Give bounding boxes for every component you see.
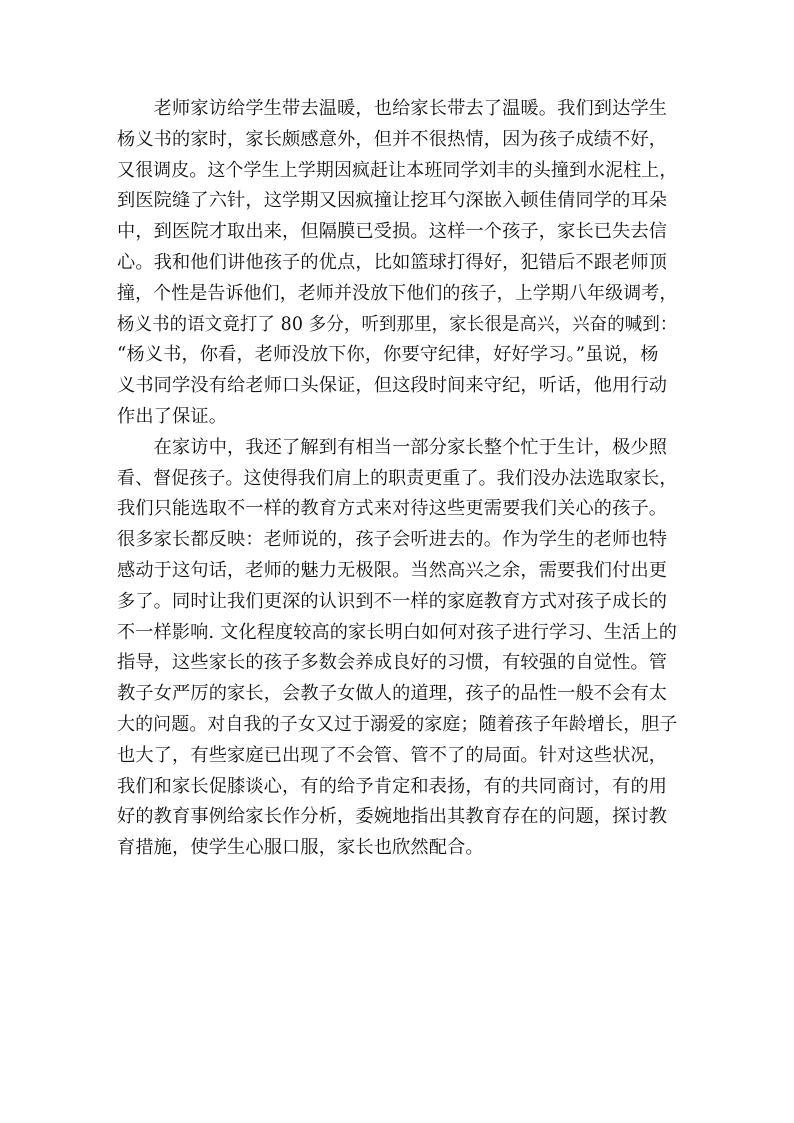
text-line: 育措施，使学生心服口服，家长也欣然配合。 — [117, 837, 484, 859]
text-line: 心。我和他们讲他孩子的优点，比如篮球打得好，犯错后不跟老师顶 — [117, 251, 668, 273]
text-line: 杨义书的家时，家长颇感意外，但并不很热情，因为孩子成绩不好， — [117, 128, 668, 150]
text-line: 很多家长都反映：老师说的，孩子会听进去的。作为学生的老师也特 — [117, 529, 668, 551]
text-line: 我们只能选取不一样的教育方式来对待这些更需要我们关心的孩子。 — [117, 498, 668, 520]
text-line: 多了。同时让我们更深的认识到不一样的家庭教育方式对孩子成长的 — [117, 590, 668, 612]
text-line: 中，到医院才取出来，但隔膜已受损。这样一个孩子，家长已失去信 — [117, 221, 668, 243]
text-line: 看、督促孩子。这使得我们肩上的职责更重了。我们没办法选取家长， — [117, 467, 678, 489]
text-line: 也大了，有些家庭已出现了不会管、管不了的局面。针对这些状况， — [117, 744, 668, 766]
text-line: 作出了保证。 — [117, 405, 228, 427]
text-line: 老师家访给学生带去温暖，也给家长带去了温暖。我们到达学生 — [117, 98, 668, 119]
text-line: 大的问题。对自我的子女又过于溺爱的家庭；随着孩子年龄增长，胆子 — [117, 713, 678, 735]
text-line: 到医院缝了六针，这学期又因疯撞让挖耳勺深嵌入顿佳倩同学的耳朵 — [117, 190, 668, 212]
text-line: 感动于这句话，老师的魅力无极限。当然高兴之余，需要我们付出更 — [117, 559, 668, 581]
text-line: 教子女严厉的家长，会教子女做人的道理，孩子的品性一般不会有太 — [117, 683, 668, 705]
text-line: 指导，这些家长的孩子多数会养成良好的习惯，有较强的自觉性。管 — [117, 652, 668, 674]
text-line: 又很调皮。这个学生上学期因疯赶让本班同学刘丰的头撞到水泥柱上， — [117, 159, 678, 181]
body-text — [117, 94, 677, 864]
text-line: 不一样影响. 文化程度较高的家长明白如何对孩子进行学习、生活上的 — [117, 621, 677, 643]
text-line: 义书同学没有给老师口头保证，但这段时间来守纪，听话，他用行动 — [117, 375, 668, 397]
text-line: 我们和家长促膝谈心，有的给予肯定和表扬，有的共同商讨，有的用 — [117, 775, 668, 797]
text-line: 杨义书的语文竟打了 80 多分，听到那里，家长很是高兴，兴奋的喊到： — [117, 313, 678, 335]
text-line: 撞，个性是告诉他们，老师并没放下他们的孩子，上学期八年级调考， — [117, 282, 678, 304]
text-line: 好的教育事例给家长作分析，委婉地指出其教育存在的问题，探讨教 — [117, 806, 668, 828]
text-line: 在家访中，我还了解到有相当一部分家长整个忙于生计，极少照 — [117, 436, 668, 458]
text-line: “杨义书，你看，老师没放下你，你要守纪律，好好学习。”虽说，杨 — [117, 344, 659, 366]
